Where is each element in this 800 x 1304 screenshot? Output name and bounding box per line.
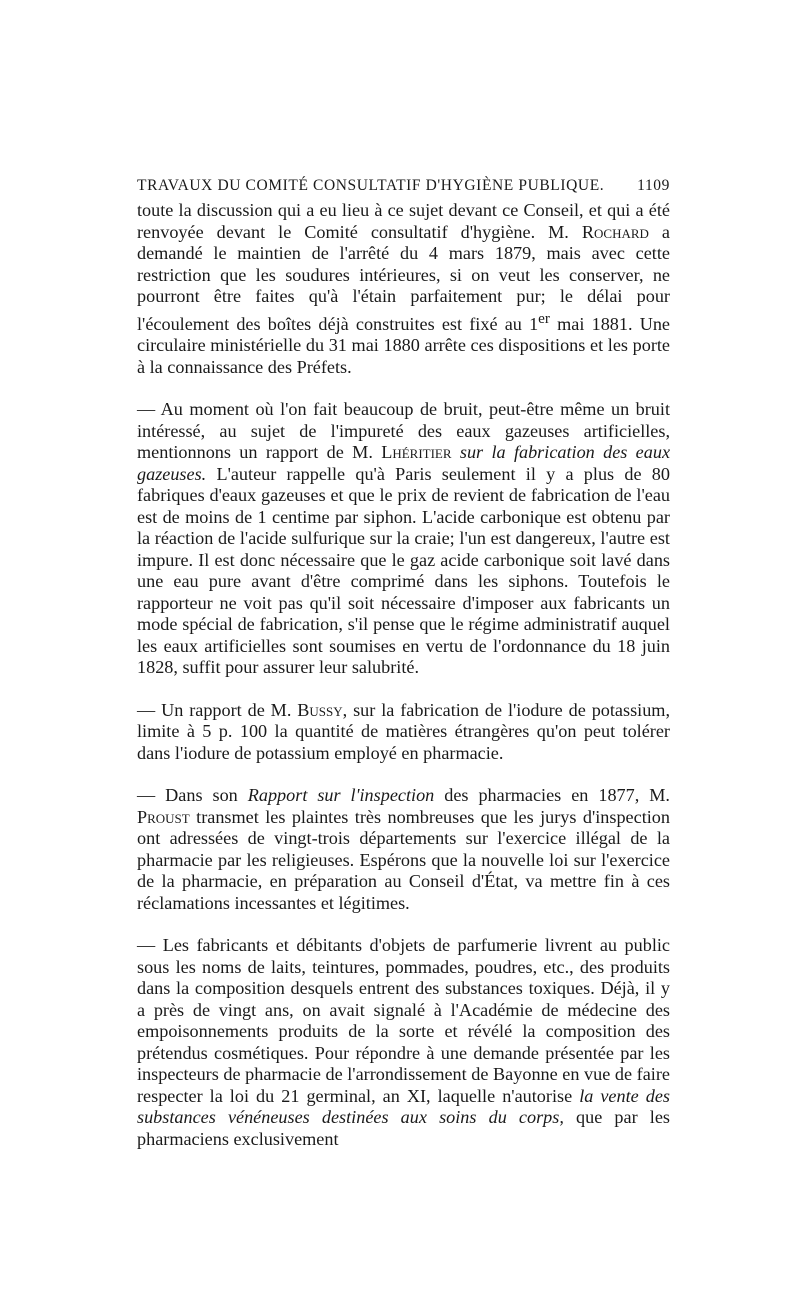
report-title: Rapport sur l'inspection <box>247 785 435 806</box>
law-quote: la vente des substances vénéneuses destinées aux soins du corps, <box>137 1085 670 1128</box>
paragraph-rochard: toute la discussion qui a eu lieu à ce sujet devant ce Conseil, et qui a été renvoyée devant le Comité consultatif d'hygiène. M. Rochard a demandé le maintien de l'arrêté du 4 mars 1879, mais avec cette restriction que les soudures intérieures, si on veut les conserver, ne pourront être faites qu'à l'étain parfaitement pur; le délai pour l'écoulement des boîtes déjà construites est fixé au 1er mai 1881. Une circulaire ministérielle du 31 mai 1880 arrête ces dispositions et les porte à la connaissance des Préfets. <box>137 200 671 377</box>
author-name: Lhéritier <box>381 442 452 463</box>
paragraph-lheritier: — Au moment où l'on fait beaucoup de bruit, peut-être même un bruit intéressé, au sujet de l'impureté des eaux gazeuses artificielles, mentionnons un rapport de M. Lhéritier sur la fabrication des eaux gazeuses. L'auteur rappelle qu'à Paris seulement il y a plus de 80 fabriques d'eaux gazeuses et que le prix de revient de fabrication de l'eau est de moins de 1 centime par siphon. L'acide carbonique est obtenu par la réaction de l'acide sulfurique sur la craie; l'un est dangereux, l'autre est impure. Il est donc nécessaire que le gaz acide carbonique soit lavé dans une eau pure avant d'être comprimé dans les siphons. Toutefois le rapporteur ne voit pas qu'il soit nécessaire d'imposer aux fabricants un mode spécial de fabrication, s'il pense que le régime administratif auquel les eaux artificielles sont soumises en vertu de l'ordonnance du 18 juin 1828, suffit pour assurer leur salubrité. <box>137 399 671 678</box>
running-title: TRAVAUX DU COMITÉ CONSULTATIF D'HYGIÈNE PUBLIQUE. <box>137 177 605 194</box>
author-name: Bussy <box>297 699 343 720</box>
running-header <box>137 176 670 196</box>
paragraph-proust: — Dans son Rapport sur l'inspection des pharmacies en 1877, M. Proust transmet les plaintes très nombreuses que les jurys d'inspection ont adressées de vingt-trois départements sur l'exercice illégal de la pharmacie par les religieuses. Espérons que la nouvelle loi sur l'exercice de la pharmacie, en préparation au Conseil d'État, va mettre fin à ces réclamations incessantes et légitimes. <box>137 785 670 913</box>
paragraph-parfumerie: — Les fabricants et débitants d'objets de parfumerie livrent au public sous les noms de laits, teintures, pommades, poudres, etc., des produits dans la composition desquels entrent des substances toxiques. Déjà, il y a près de vingt ans, on avait signalé à l'Académie de médecine des empoisonnements produits de la sorte et révélé la composition des prétendus cosmétiques. Pour répondre à une demande présentée par les inspecteurs de pharmacie de l'arrondissement de Bayonne en vue de faire respecter la loi du 21 germinal, an XI, laquelle n'autorise la vente des substances vénéneuses destinées aux soins du corps, que par les pharmaciens exclusivement <box>137 935 670 1149</box>
report-title: sur la fabrication des eaux gazeuses. <box>137 442 671 484</box>
paragraph-bussy: — Un rapport de M. Bussy, sur la fabrication de l'iodure de potassium, limite à 5 p. 100 la quantité de matières étrangères qu'on peut tolérer dans l'iodure de potassium employé en pharmacie. <box>137 699 670 763</box>
author-name: Rochard <box>581 221 649 242</box>
author-name: Proust <box>137 806 190 827</box>
book-page <box>137 176 670 1150</box>
page-number: 1109 <box>637 177 670 194</box>
